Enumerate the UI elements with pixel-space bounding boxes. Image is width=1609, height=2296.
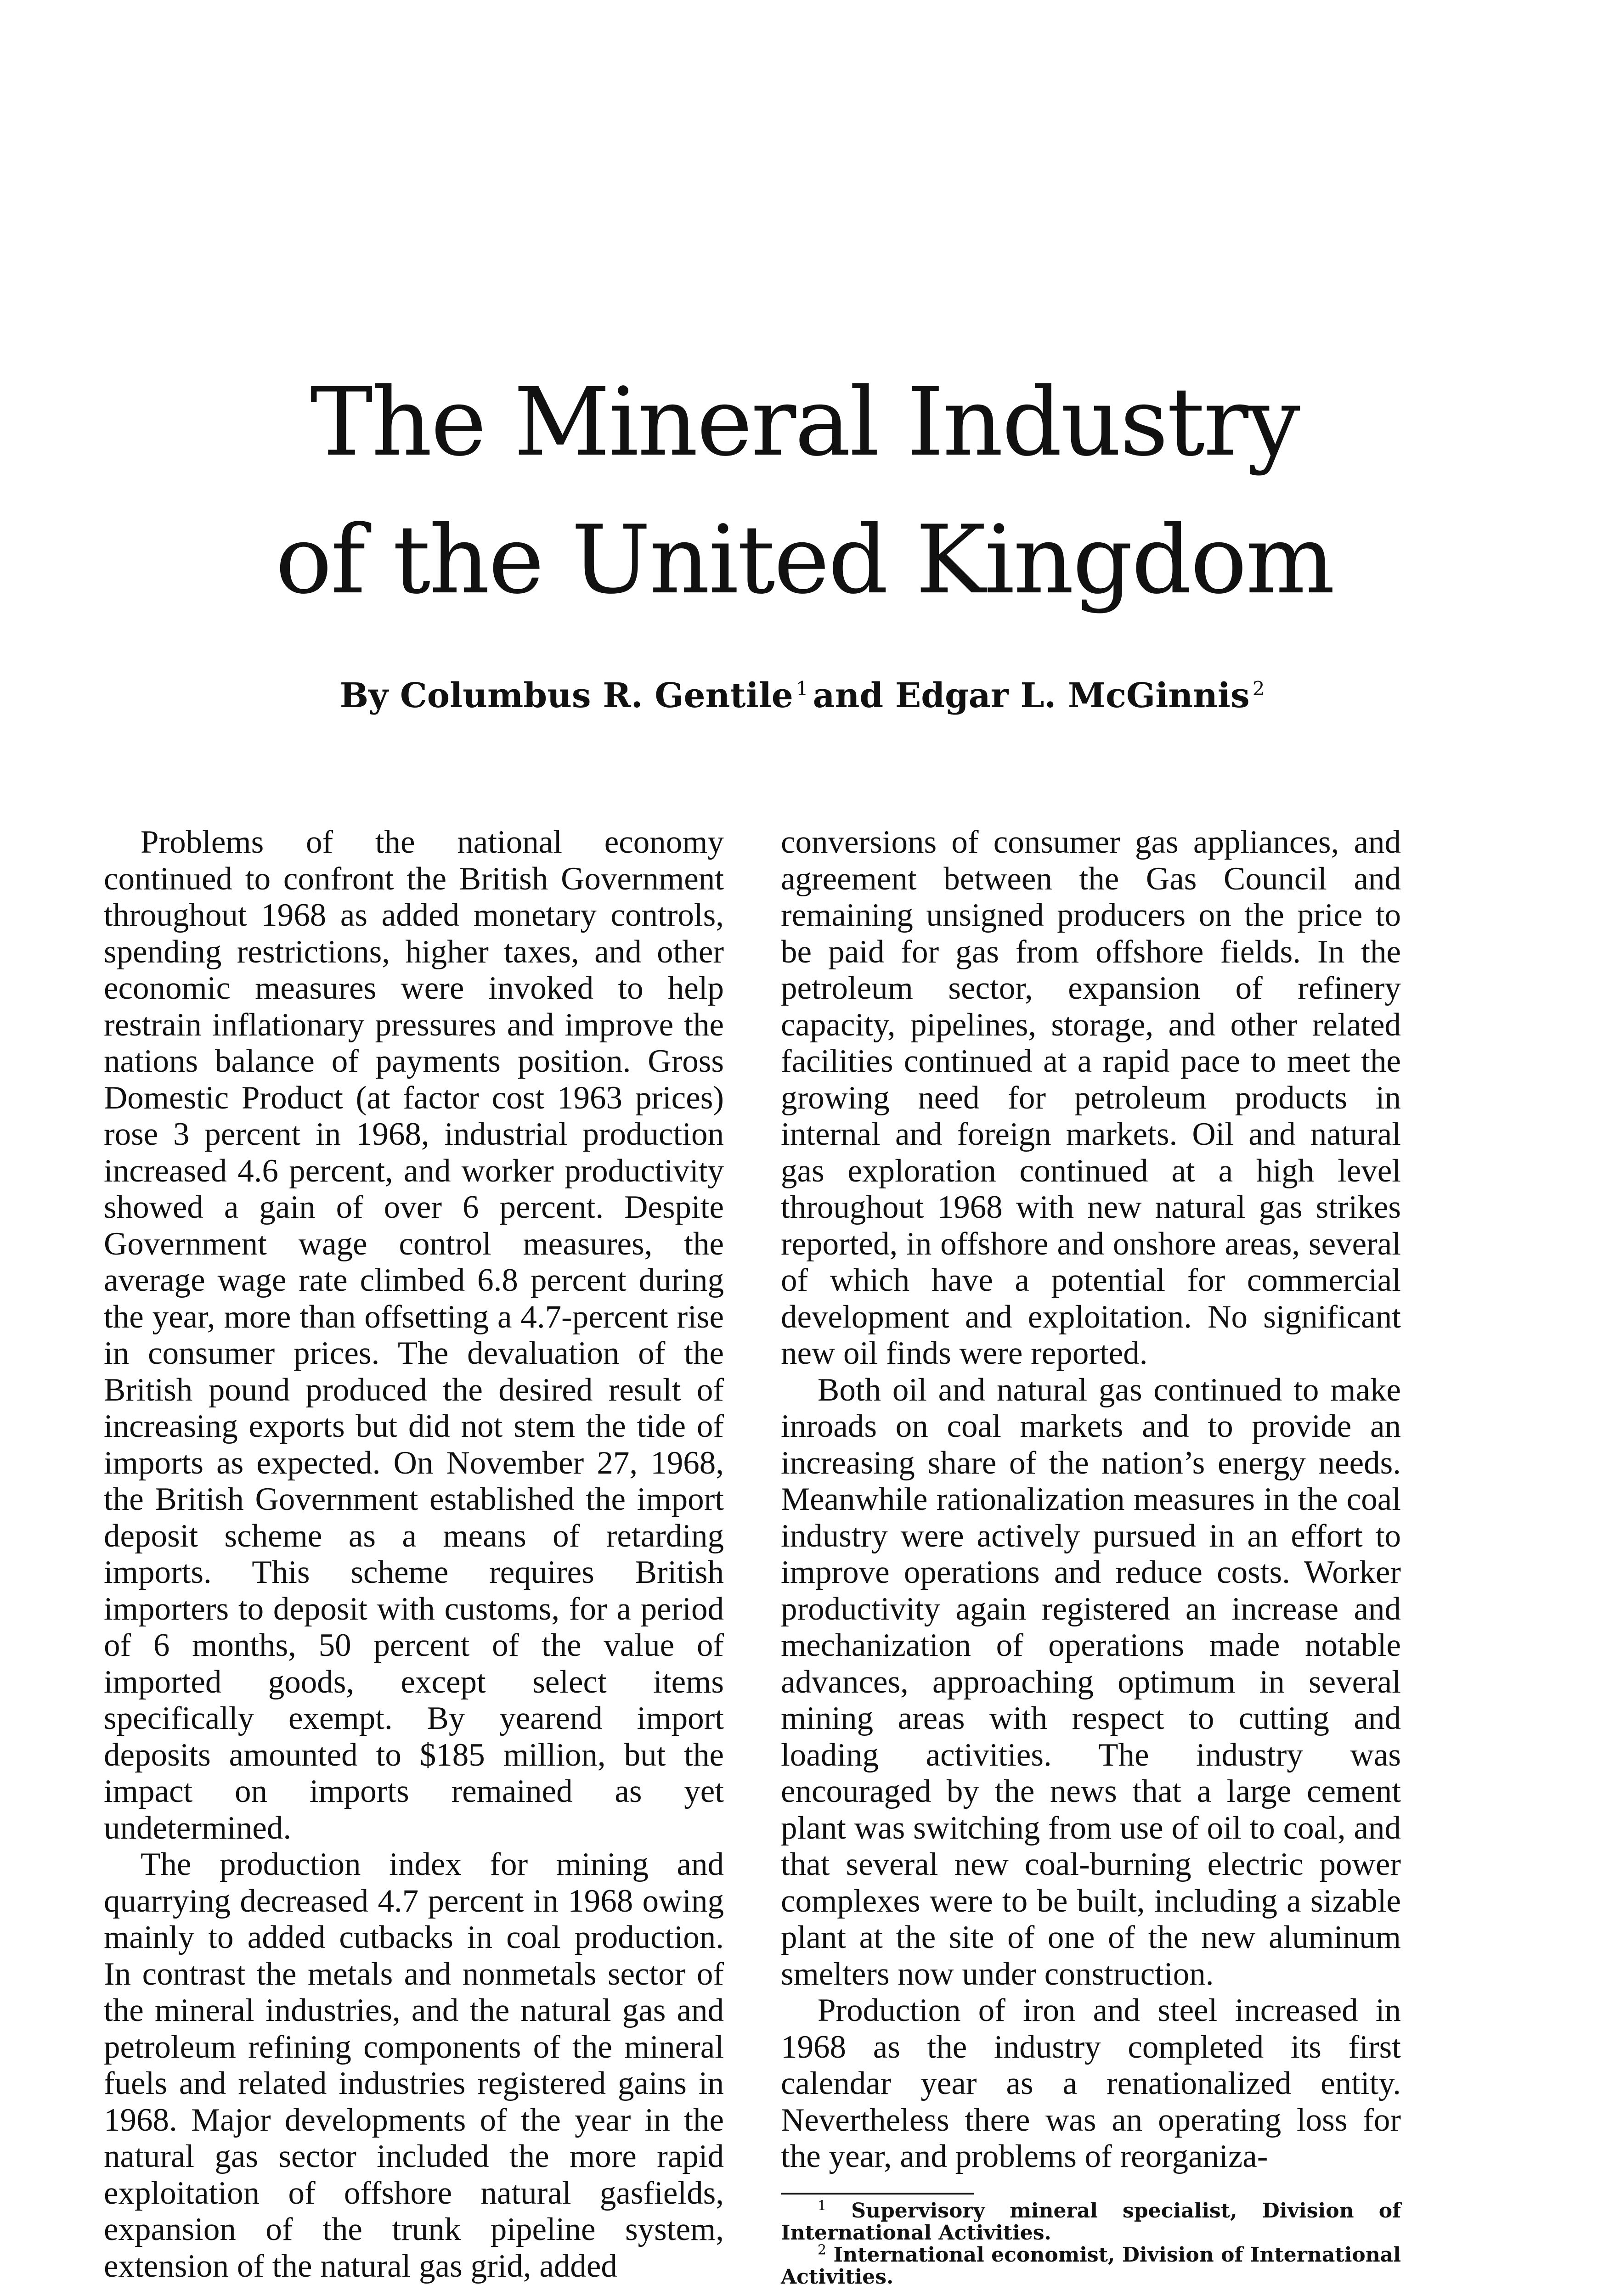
paragraph: Problems of the national economy continued to confront the British Government throughout 1968 as added monetary controls, spending restrictions, higher taxes, and other economic measures were invoked to help restrain inflationary pressures and improve the nations balance of payments position. Gross Domestic Product (at factor cost 1963 prices) rose 3 percent in 1968, industrial production increased 4.6 percent, and worker productivity showed a gain of over 6 percent. Despite Government wage control measures, the average wage rate climbed 6.8 percent during the year, more than offsetting a 4.7-percent rise in consumer prices. The devaluation of the British pound produced the desired result of increasing exports but did not stem the tide of imports as expected. On November 27, 1968, the British Government established the import deposit scheme as a means of retarding imports. This scheme requires British importers to deposit with customs, for a period of 6 months, 50 percent of the value of imported goods, except select items specifically exempt. By yearend import deposits amounted to $185 million, but the impact on imports remained as yet undetermined. [104, 824, 724, 1846]
title-line-1: The Mineral Industry [310, 368, 1299, 477]
footnote-text: Supervisory mineral specialist, Division of International Activities. [781, 2199, 1401, 2245]
footnote-text: International economist, Division of International Activities. [781, 2243, 1401, 2289]
left-column [104, 824, 724, 2285]
paragraph: The production index for mining and quarrying decreased 4.7 percent in 1968 owing mainly to added cutbacks in coal production. In contrast the metals and nonmetals sector of the mineral industries, and the natural gas and petroleum refining components of the mineral fuels and related industries registered gains in 1968. Major developments of the year in the natural gas sector included the more rapid exploitation of offshore natural gasfields, expansion of the trunk pipeline system, extension of the natural gas grid, added [104, 1846, 724, 2284]
byline-author-1: By Columbus R. Gentile [339, 676, 793, 715]
footnote-2 [781, 2241, 1401, 2289]
page-title [0, 354, 1609, 629]
byline [0, 670, 1609, 721]
paragraph: conversions of consumer gas appliances, and agreement between the Gas Council and remaining unsigned producers on the price to be paid for gas from offshore fields. In the petroleum sector, expansion of refinery capacity, pipelines, storage, and other related facilities continued at a rapid pace to meet the growing need for petroleum products in internal and foreign markets. Oil and natural gas exploration continued at a high level throughout 1968 with new natural gas strikes reported, in offshore and onshore areas, several of which have a potential for commercial development and exploitation. No significant new oil finds were reported. [781, 824, 1401, 1371]
footnote-divider [781, 2193, 974, 2195]
byline-author-2: and Edgar L. McGinnis [813, 676, 1250, 715]
footnote-marker: 1 [818, 2197, 827, 2214]
footnote-1 [781, 2197, 1401, 2245]
paragraph: Production of iron and steel increased in 1968 as the industry completed its first calendar year as a renationalized entity. Nevertheless there was an operating loss for the year, and problems of reorganiza- [781, 1992, 1401, 2174]
paragraph: Both oil and natural gas continued to make inroads on coal markets and to provide an increasing share of the nation’s energy needs. Meanwhile rationalization measures in the coal industry were actively pursued in an effort to improve operations and reduce costs. Worker productivity again registered an increase and mechanization of operations made notable advances, approaching optimum in several mining areas with respect to cutting and loading activities. The industry was encouraged by the news that a large cement plant was switching from use of oil to coal, and that several new coal-burning electric power complexes were to be built, including a sizable plant at the site of one of the new aluminum smelters now under construction. [781, 1372, 1401, 1992]
title-line-2: of the United Kingdom [275, 506, 1334, 615]
footnote-ref-1: 1 [796, 677, 808, 700]
footnote-ref-2: 2 [1252, 677, 1265, 700]
right-column [781, 824, 1401, 2288]
footnote-marker: 2 [818, 2241, 827, 2258]
